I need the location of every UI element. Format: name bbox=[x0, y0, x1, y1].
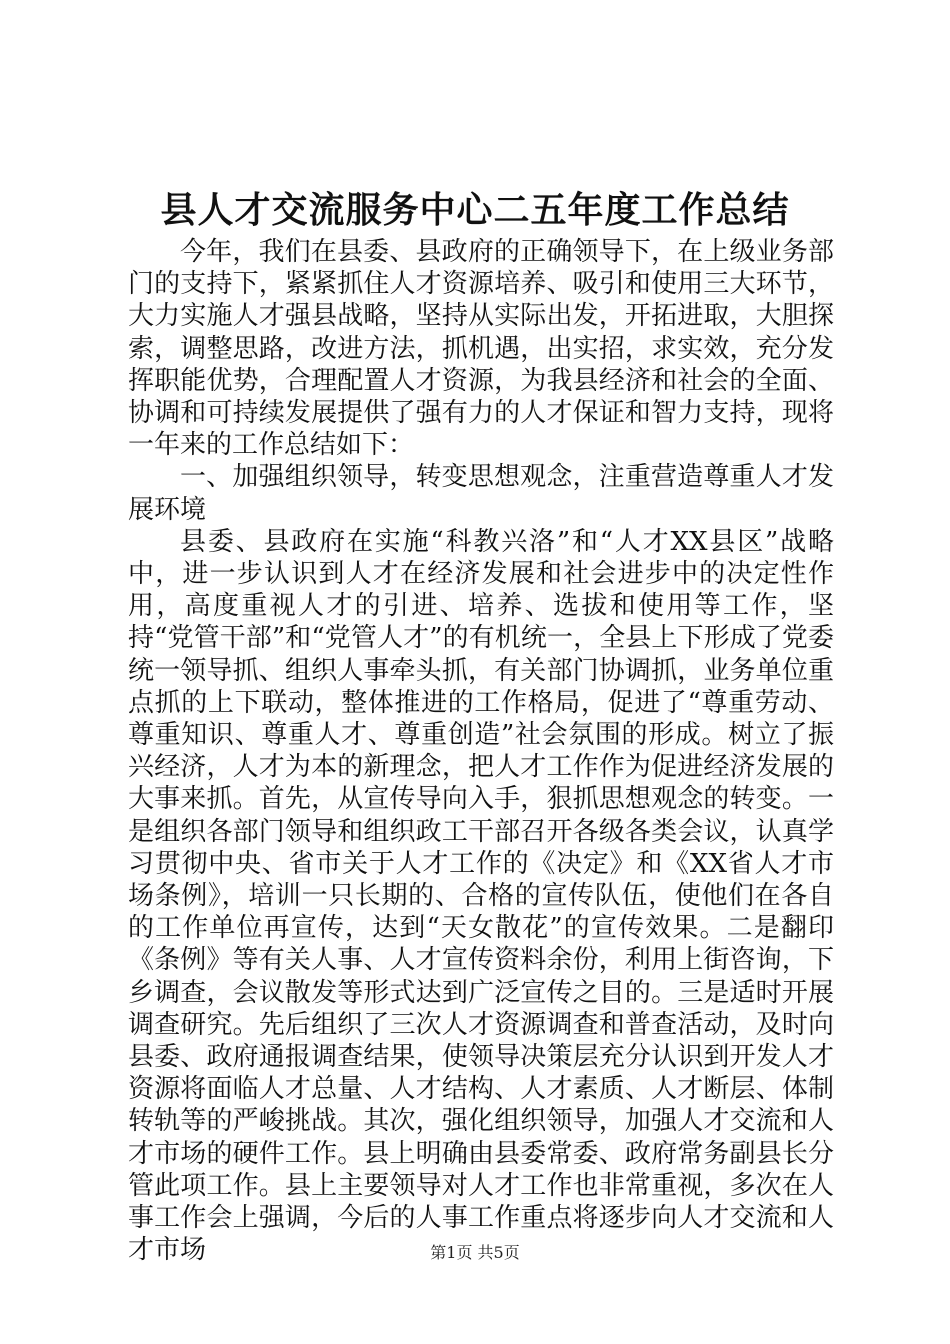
paragraph-intro: 今年，我们在县委、县政府的正确领导下，在上级业务部门的支持下，紧紧抓住人才资源培养、吸引和使用三大环节，大力实施人才强县战略，坚持从实际出发，开拓进取，大胆探索，调整思路，改进方法，抓机遇，出实招，求实效，充分发挥职能优势，合理配置人才资源，为我县经济和社会的全面、协调和可持续发展提供了强有力的人才保证和智力支持，现将一年来的工作总结如下： bbox=[128, 237, 834, 461]
page-number: 第1页 共5页 bbox=[430, 1243, 520, 1262]
paragraph-section-body: 县委、县政府在实施“科教兴洛”和“人才XX县区”战略中，进一步认识到人才在经济发展和社会进步中的决定性作用，高度重视人才的引进、培养、选拔和使用等工作，坚持“党管干部”和“党管人才”的有机统一，全县上下形成了党委统一领导抓、组织人事牵头抓，有关部门协调抓，业务单位重点抓的上下联动，整体推进的工作格局，促进了“尊重劳动、尊重知识、尊重人才、尊重创造”社会氛围的形成。树立了振兴经济，人才为本的新理念，把人才工作作为促进经济发展的大事来抓。首先，从宣传导向入手，狠抓思想观念的转变。一是组织各部门领导和组织政工干部召开各级各类会议，认真学习贯彻中央、省市关于人才工作的《决定》和《XX省人才市场条例》，培训一只长期的、合格的宣传队伍，使他们在各自的工作单位再宣传，达到“天女散花”的宣传效果。二是翻印《条例》等有关人事、人才宣传资料余份，利用上街咨询，下乡调查，会议散发等形式达到广泛宣传之目的。三是适时开展调查研究。先后组织了三次人才资源调查和普查活动，及时向县委、政府通报调查结果，使领导决策层充分认识到开发人才资源将面临人才总量、人才结构、人才素质、人才断层、体制转轨等的严峻挑战。其次，强化组织领导，加强人才交流和人才市场的硬件工作。县上明确由县委常委、政府常务副县长分管此项工作。县上主要领导对人才工作也非常重视，多次在人事工作会上强调，今后的人事工作重点将逐步向人才交流和人才市场 bbox=[128, 526, 834, 1266]
document-title: 县人才交流服务中心二五年度工作总结 bbox=[160, 189, 790, 231]
document-body bbox=[128, 236, 834, 1267]
paragraph-section-heading: 一、加强组织领导，转变思想观念，注重营造尊重人才发展环境 bbox=[128, 462, 834, 525]
